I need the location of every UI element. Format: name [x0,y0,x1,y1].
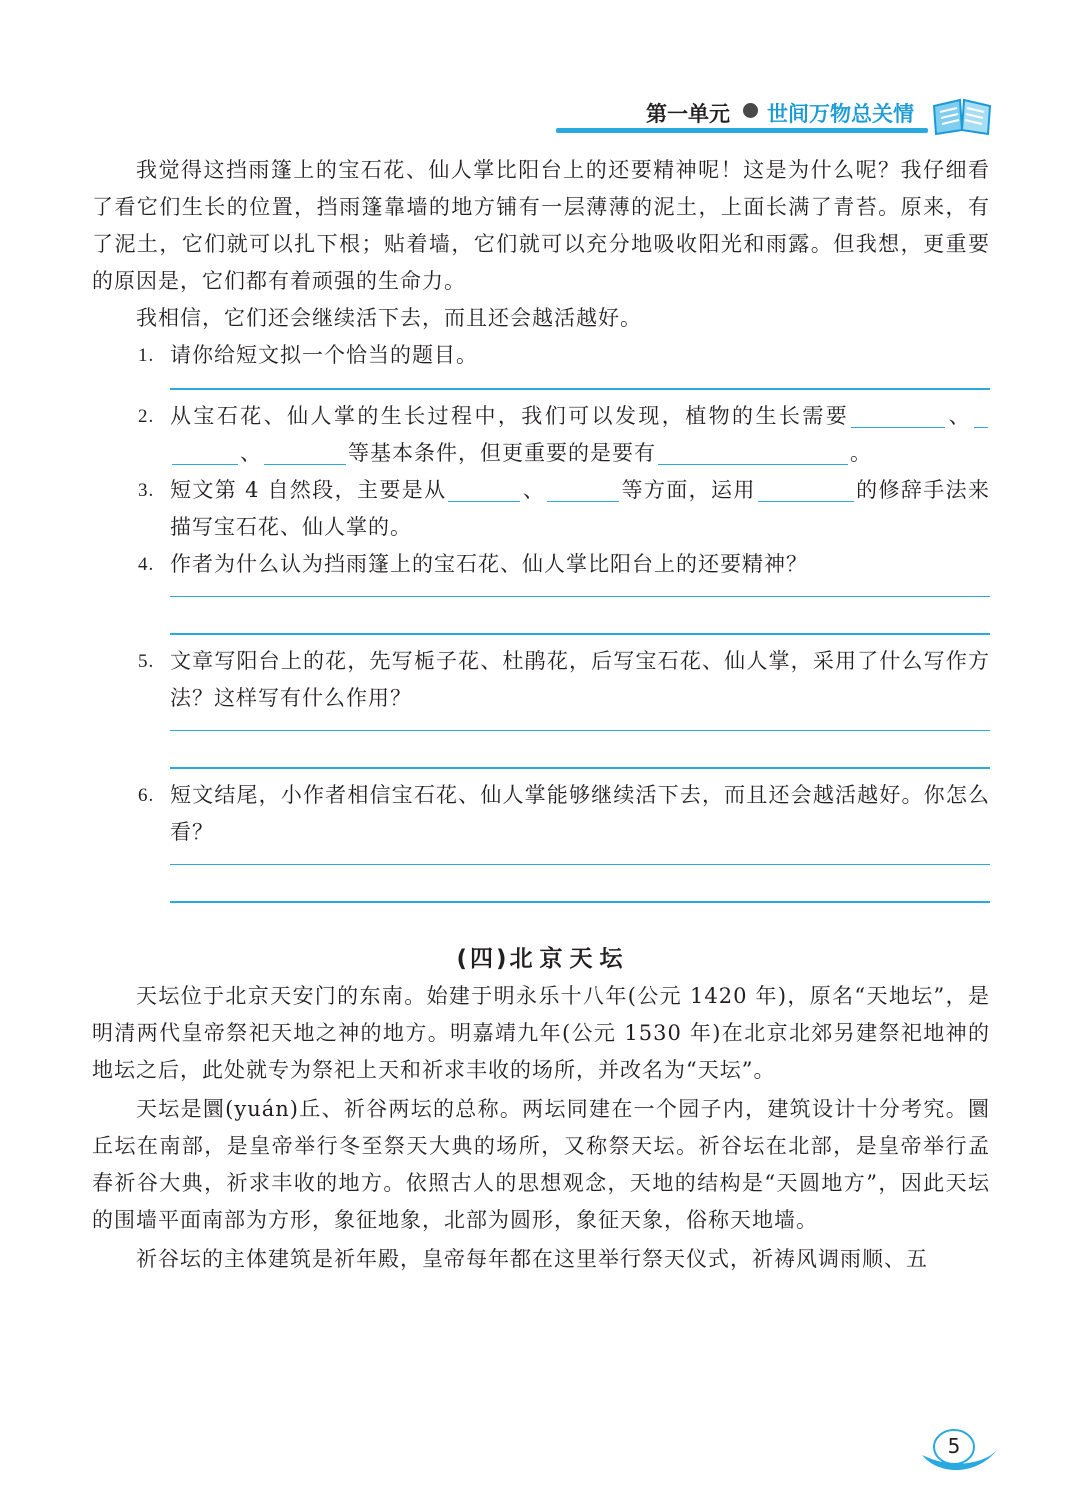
fill-blank[interactable] [264,440,346,465]
fill-blank[interactable] [974,403,988,428]
question-number: 4. [138,553,155,575]
fill-blank[interactable] [658,440,848,465]
separator: 、 [522,477,546,502]
question-text: 从宝石花、仙人掌的生长过程中，我们可以发现，植物的生长需要 [170,403,850,428]
section-title-char: 北 [509,945,540,972]
section-number: (四) [456,945,510,972]
question-text: 的修辞手法来描写宝石花、仙人掌的。 [170,477,990,539]
question-number: 6. [138,784,155,806]
fill-blank[interactable] [758,477,854,502]
question-2 [92,398,990,472]
end-mark: 。 [850,440,872,465]
question-text: 等基本条件，但更重要的是要有 [348,440,656,465]
page-number: 5 [947,1434,961,1458]
article-paragraph: 天坛是圜(yuán)丘、祈谷两坛的总称。两坛同建在一个园子内，建筑设计十分考究。圜丘坛在南部，是皇帝举行冬至祭天大典的场所，又称祭天坛。祈谷坛在北部，是皇帝举行孟春祈谷大典，祈求丰收的地方。依照古人的思想观念，天地的结构是“天圆地方”，因此天坛的围墙平面南部为方形，象征地象，北部为圆形，象征天象，俗称天地墙。 [92,1096,990,1232]
section-title-char: 坛 [599,945,626,972]
open-book-icon [930,94,994,136]
question-text: 短文结尾，小作者相信宝石花、仙人掌能够继续活下去，而且还会越活越好。你怎么看？ [170,782,990,844]
header-underline [556,128,928,133]
fill-blank[interactable] [547,477,619,502]
question-5 [92,643,990,717]
question-text: 请你给短文拟一个恰当的题目。 [170,343,478,367]
section-title-char: 京 [539,945,570,972]
unit-label: 第一单元 [646,102,730,126]
fill-blank[interactable] [851,403,945,428]
question-number: 1. [138,345,155,366]
section-title-char: 天 [569,945,600,972]
article-paragraph: 天坛位于北京天安门的东南。始建于明永乐十八年(公元 1420 年)，原名“天地坛”，是明清两代皇帝祭祀天地之神的地方。明嘉靖九年(公元 1530 年)在北京北郊另建祭祀地神的地坛之后，此处就专为祭祀上天和祈求丰收的场所，并改名为“天坛”。 [92,983,990,1082]
fill-blank[interactable] [448,477,520,502]
article-paragraph: 祈谷坛的主体建筑是祈年殿，皇帝每年都在这里举行祭天仪式，祈祷风调雨顺、五 [136,1246,928,1271]
unit-header [556,92,996,142]
passage-paragraph: 我觉得这挡雨篷上的宝石花、仙人掌比阳台上的还要精神呢！这是为什么呢？我仔细看了看它们生长的位置，挡雨篷靠墙的地方铺有一层薄薄的泥土，上面长满了青苔。原来，有了泥土，它们就可以扎下根；贴着墙，它们就可以充分地吸收阳光和雨露。但我想，更重要的原因是，它们都有着顽强的生命力。 [92,158,990,293]
page-content [92,152,990,1278]
question-number: 3. [138,479,155,501]
question-number: 5. [138,650,155,672]
question-6 [92,777,990,851]
bullet-dot-icon [743,103,758,118]
question-text: 作者为什么认为挡雨篷上的宝石花、仙人掌比阳台上的还要精神？ [170,551,808,576]
question-text: 短文第 4 自然段，主要是从 [170,477,447,502]
unit-title: 世间万物总关情 [767,102,914,126]
section-title [92,941,990,978]
question-1 [92,337,990,374]
passage-paragraph: 我相信，它们还会继续活下去，而且还会越活越好。 [136,306,642,330]
question-number: 2. [138,405,155,427]
question-3 [92,472,990,546]
question-4 [92,546,990,583]
fill-blank[interactable] [172,440,238,465]
separator: 、 [240,440,262,465]
question-text: 文章写阳台上的花，先写栀子花、杜鹃花，后写宝石花、仙人掌，采用了什么写作方法？这样写有什么作用？ [170,648,990,710]
separator: 、 [947,403,973,428]
question-text: 等方面，运用 [621,477,756,502]
